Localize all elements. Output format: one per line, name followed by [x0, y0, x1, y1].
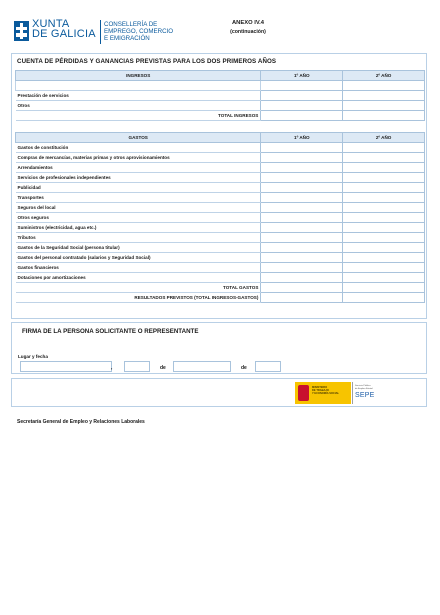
logo-divider — [100, 20, 101, 44]
expense-year2-input[interactable] — [343, 233, 425, 243]
expense-row-label: Servicios de profesionales independientes — [16, 173, 261, 183]
expense-year2-input[interactable] — [343, 243, 425, 253]
expense-rows — [16, 143, 425, 283]
expense-row — [16, 223, 425, 233]
year-input[interactable] — [255, 361, 281, 372]
expense-row-label: Compras de mercancías, materias primas y otros aprovisionamientos — [16, 153, 261, 163]
annex-subtitle: (continuación) — [230, 29, 266, 35]
day-input[interactable] — [124, 361, 150, 372]
logo-line2: DE GALICIA — [32, 28, 96, 40]
footer-text: Secretaría General de Empleo y Relaciones Laborales — [17, 419, 145, 425]
ministry-line2: DE TRABAJO — [312, 389, 329, 393]
expenses-year1-header: 1º AÑO — [261, 133, 343, 143]
expense-year1-input[interactable] — [261, 233, 343, 243]
total-income-label: TOTAL INGRESOS — [16, 111, 261, 121]
income-row — [16, 81, 425, 91]
income-year2-header: 2º AÑO — [343, 71, 425, 81]
expense-year1-input[interactable] — [261, 163, 343, 173]
de-separator: de — [160, 365, 166, 371]
expense-year2-input[interactable] — [343, 223, 425, 233]
place-input[interactable] — [20, 361, 112, 372]
expenses-header: GASTOS — [16, 133, 261, 143]
dept-line1: CONSELLERÍA DE — [104, 21, 158, 28]
signature-title: FIRMA DE LA PERSONA SOLICITANTE O REPRESENTANTE — [22, 328, 199, 335]
expense-row-label: Gastos de la Seguridad Social (persona titular) — [16, 243, 261, 253]
expense-year1-input[interactable] — [261, 253, 343, 263]
expense-row-label: Tributos — [16, 233, 261, 243]
income-row — [16, 91, 425, 101]
expense-year2-input[interactable] — [343, 253, 425, 263]
expense-row-label: Transportes — [16, 193, 261, 203]
expense-year1-input[interactable] — [261, 143, 343, 153]
panel-title: CUENTA DE PÉRDIDAS Y GANANCIAS PREVISTAS PARA LOS DOS PRIMEROS AÑOS — [17, 58, 277, 65]
ministry-line3: Y ECONOMÍA SOCIAL — [312, 392, 340, 396]
expense-row-label: Arrendamientos — [16, 163, 261, 173]
expense-year1-input[interactable] — [261, 273, 343, 283]
expense-year2-input[interactable] — [343, 163, 425, 173]
expense-year1-input[interactable] — [261, 203, 343, 213]
annex-title: ANEXO IV.4 — [231, 20, 264, 26]
results-year1-input[interactable] — [261, 293, 343, 303]
department-name — [104, 21, 173, 43]
expense-row — [16, 273, 425, 283]
sepe-fullname — [355, 385, 373, 391]
expense-row — [16, 233, 425, 243]
total-expenses-year1-input[interactable] — [261, 283, 343, 293]
expense-row — [16, 263, 425, 273]
logos-panel — [11, 378, 427, 407]
expense-row — [16, 143, 425, 153]
expense-row — [16, 163, 425, 173]
galicia-emblem-icon — [14, 21, 29, 41]
dept-line3: E EMIGRACIÓN — [104, 35, 150, 43]
sepe-text: SEPE — [355, 392, 375, 399]
expense-year2-input[interactable] — [343, 203, 425, 213]
ministry-line1: MINISTERIO — [312, 386, 328, 389]
expense-year2-input[interactable] — [343, 143, 425, 153]
xunta-logo-text — [32, 19, 96, 39]
sepe-logo — [352, 382, 375, 404]
expense-row-label: Dotaciones por amortizaciones — [16, 273, 261, 283]
expense-year1-input[interactable] — [261, 173, 343, 183]
expense-row — [16, 173, 425, 183]
expense-row — [16, 203, 425, 213]
expense-row-label: Gastos financieros — [16, 263, 261, 273]
expense-year2-input[interactable] — [343, 173, 425, 183]
annex-label — [218, 20, 278, 35]
income-year2-input[interactable] — [343, 91, 425, 101]
expense-year1-input[interactable] — [261, 243, 343, 253]
income-year2-input[interactable] — [343, 101, 425, 111]
comma-separator: , — [111, 365, 113, 371]
expenses-table — [15, 132, 425, 303]
income-row-label — [16, 81, 261, 91]
expense-year2-input[interactable] — [343, 213, 425, 223]
expense-year1-input[interactable] — [261, 223, 343, 233]
expense-year2-input[interactable] — [343, 183, 425, 193]
income-year1-input[interactable] — [261, 101, 343, 111]
expense-row — [16, 213, 425, 223]
expense-row-label: Otros seguros — [16, 213, 261, 223]
income-header-row — [16, 71, 425, 81]
expense-year1-input[interactable] — [261, 153, 343, 163]
income-year1-input[interactable] — [261, 81, 343, 91]
results-label: RESULTADOS PREVISTOS (TOTAL INGRESOS-GASTOS) — [16, 293, 261, 303]
expense-row — [16, 193, 425, 203]
place-date-label: Lugar y fecha — [18, 354, 48, 359]
income-total-row — [16, 111, 425, 121]
de-separator: de — [241, 365, 247, 371]
expense-year1-input[interactable] — [261, 213, 343, 223]
income-table — [15, 70, 425, 121]
total-income-year1-input[interactable] — [261, 111, 343, 121]
expenses-header-row — [16, 133, 425, 143]
income-row-label: Prestación de servicios — [16, 91, 261, 101]
total-expenses-year2-input[interactable] — [343, 283, 425, 293]
expense-year1-input[interactable] — [261, 263, 343, 273]
signature-panel — [11, 322, 427, 374]
coat-of-arms-icon — [298, 385, 309, 401]
expense-year2-input[interactable] — [343, 263, 425, 273]
total-income-year2-input[interactable] — [343, 111, 425, 121]
expense-year2-input[interactable] — [343, 193, 425, 203]
expense-row — [16, 253, 425, 263]
expense-row-label: Seguros del local — [16, 203, 261, 213]
expense-row-label: Gastos de constitución — [16, 143, 261, 153]
expense-row-label: Publicidad — [16, 183, 261, 193]
income-header: INGRESOS — [16, 71, 261, 81]
document-header — [12, 18, 428, 48]
income-year1-input[interactable] — [261, 91, 343, 101]
total-expenses-label: TOTAL GASTOS — [16, 283, 261, 293]
income-year2-input[interactable] — [343, 81, 425, 91]
income-row-label: Otros — [16, 101, 261, 111]
logo-line1: XUNTA — [32, 18, 70, 30]
expense-year2-input[interactable] — [343, 153, 425, 163]
income-row — [16, 101, 425, 111]
dept-line2: EMPREGO, COMERCIO — [104, 28, 174, 36]
expense-row-label: Suministros (electricidad, agua etc.) — [16, 223, 261, 233]
expense-year1-input[interactable] — [261, 183, 343, 193]
profit-loss-panel — [11, 53, 427, 319]
expense-year1-input[interactable] — [261, 193, 343, 203]
expense-row — [16, 243, 425, 253]
results-year2-input[interactable] — [343, 293, 425, 303]
ministry-sepe-logo — [295, 382, 375, 404]
ministry-name — [312, 386, 339, 396]
results-row — [16, 293, 425, 303]
sepe-small-line2: de Empleo Estatal — [355, 387, 373, 390]
expenses-total-row — [16, 283, 425, 293]
expense-row-label: Gastos del personal contratado (salarios y Seguridad Social) — [16, 253, 261, 263]
sepe-small-line1: Servicio Público — [355, 385, 371, 387]
expenses-year2-header: 2º AÑO — [343, 133, 425, 143]
expense-row — [16, 183, 425, 193]
income-year1-header: 1º AÑO — [261, 71, 343, 81]
expense-year2-input[interactable] — [343, 273, 425, 283]
month-input[interactable] — [173, 361, 231, 372]
expense-row — [16, 153, 425, 163]
